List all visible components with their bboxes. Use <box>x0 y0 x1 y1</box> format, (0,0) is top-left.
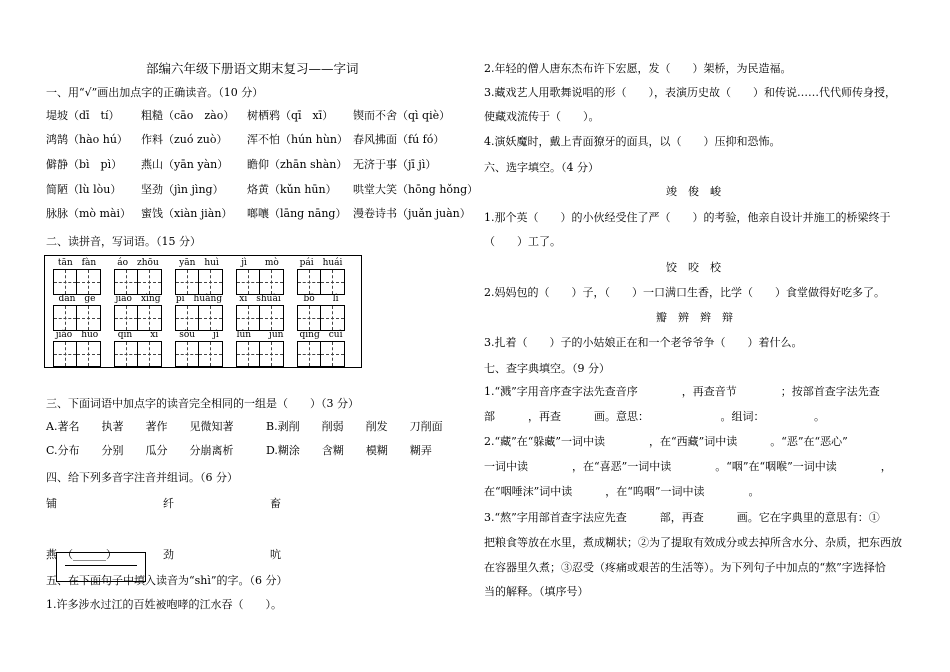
pinyin-word <box>53 330 101 366</box>
writing-cell[interactable] <box>260 270 283 294</box>
polyphone-char: 纤 <box>163 497 174 510</box>
pronunciation-item[interactable]: 燕山（yān yàn） <box>141 158 229 171</box>
writing-cell[interactable] <box>260 306 283 330</box>
writing-cells[interactable] <box>297 305 345 331</box>
writing-cell[interactable] <box>115 270 138 294</box>
question-line: 3.藏戏艺人用歌舞说唱的形（ ），表演历史故（ ）和传说……代代师传身授， <box>484 86 896 99</box>
pinyin-label: sǒu jì <box>179 330 219 340</box>
question-line: 在“咽唾沫”词中读 ，在“呜咽”一词中读 。 <box>484 485 760 498</box>
pinyin-word <box>236 294 284 330</box>
writing-cells[interactable] <box>297 269 345 295</box>
pronunciation-item[interactable]: 春风拂面（fú fó） <box>353 133 445 146</box>
writing-cell[interactable] <box>176 306 199 330</box>
section-2-heading: 二、读拼音，写词语。（15 分） <box>46 235 201 248</box>
polyphone-char: 劲 <box>163 548 174 561</box>
writing-cell[interactable] <box>115 342 138 366</box>
polyphone-char: 吭 <box>270 548 281 561</box>
writing-cell[interactable] <box>321 342 344 366</box>
pronunciation-item[interactable]: 粗糙（cāo zào） <box>141 109 235 122</box>
writing-cells[interactable] <box>297 341 345 367</box>
pronunciation-item[interactable]: 哄堂大笑（hōng hǒng） <box>353 183 479 196</box>
option-row: D.糊涂 含糊 模糊 糊弄 <box>266 444 432 457</box>
question-line: 部 ，再查 画。意思： 。组词： 。 <box>484 410 825 423</box>
pinyin-label: xī shuài <box>239 294 281 304</box>
section-1-heading: 一、用“√”画出加点字的正确读音。（10 分） <box>46 86 264 99</box>
pinyin-label: dān ge <box>58 294 96 304</box>
question-line: 1.“溅”字用音序查字法先查音序 ，再查音节 ；按部首查字法先查 <box>484 385 880 398</box>
writing-cell[interactable] <box>138 342 161 366</box>
pinyin-word <box>236 258 284 294</box>
writing-cell[interactable] <box>115 306 138 330</box>
writing-cells[interactable] <box>236 341 284 367</box>
pinyin-word <box>175 294 223 330</box>
pinyin-word <box>236 330 284 366</box>
pronunciation-item[interactable]: 浑不怕（hún hùn） <box>247 133 349 146</box>
writing-cell[interactable] <box>199 270 222 294</box>
answer-blank[interactable]: （______） <box>62 548 117 561</box>
writing-cell[interactable] <box>298 306 321 330</box>
writing-cell[interactable] <box>199 342 222 366</box>
question-line: 2.年轻的僧人唐东杰布许下宏愿，发（ ）架桥，为民造福。 <box>484 62 792 75</box>
section-4-heading: 四、给下列多音字注音并组词。（6 分） <box>46 471 238 484</box>
writing-cell[interactable] <box>54 306 77 330</box>
pronunciation-item[interactable]: 僻静（bì pì） <box>46 158 123 171</box>
pronunciation-item[interactable]: 锲而不舍（qì qiè） <box>353 109 451 122</box>
pinyin-label: yān huì <box>179 258 219 268</box>
question-line: 3.扎着（ ）子的小姑娘正在和一个老爷爷争（ ）着什么。 <box>484 336 803 349</box>
writing-cell[interactable] <box>77 342 100 366</box>
writing-cell[interactable] <box>138 270 161 294</box>
section-5-heading: 五、在下面句子中填入读音为“shì”的字。（6 分） <box>46 574 288 587</box>
pinyin-label: pái huái <box>299 258 343 268</box>
writing-cell[interactable] <box>321 306 344 330</box>
pronunciation-item[interactable]: 作料（zuó zuò） <box>141 133 228 146</box>
writing-cells[interactable] <box>175 305 223 331</box>
question-line: 3.“熬”字用部首查字法应先查 部，再查 画。它在字典里的意思有：① <box>484 511 880 524</box>
writing-cell[interactable] <box>260 342 283 366</box>
pronunciation-item[interactable]: 堤坡（dī tí） <box>46 109 120 122</box>
pronunciation-item[interactable]: 无济于事（jī jì） <box>353 158 437 171</box>
section-6-heading: 六、选字填空。（4 分） <box>484 161 599 174</box>
option-row: C.分布 分别 瓜分 分崩离析 <box>46 444 234 457</box>
pronunciation-item[interactable]: 鸿鹄（hào hú） <box>46 133 128 146</box>
pronunciation-item[interactable]: 啷嚷（lāng nāng） <box>247 207 347 220</box>
writing-cell[interactable] <box>54 342 77 366</box>
pinyin-label: pī huàng <box>175 294 223 304</box>
writing-cell[interactable] <box>54 270 77 294</box>
char-group: 瓣 辨 辫 辩 <box>656 311 733 324</box>
writing-cell[interactable] <box>321 270 344 294</box>
writing-cell[interactable] <box>237 270 260 294</box>
question-line: 2.妈妈包的（ ）子，（ ）一口满口生香，比学（ ）食堂做得好吃多了。 <box>484 286 885 299</box>
writing-cell[interactable] <box>176 270 199 294</box>
pinyin-label: jiāo xìng <box>115 294 161 304</box>
writing-cell[interactable] <box>138 306 161 330</box>
pinyin-word <box>114 258 162 294</box>
writing-cells[interactable] <box>236 305 284 331</box>
writing-cells[interactable] <box>114 341 162 367</box>
question-line: 一词中读 ，在“喜恶”一词中读 。“咽”在“咽喉”一词中读 ， <box>484 460 892 473</box>
pinyin-label: áo zhōu <box>117 258 159 268</box>
pronunciation-item[interactable]: 简陋（lù lòu） <box>46 183 122 196</box>
pinyin-label: jì mò <box>241 258 279 268</box>
pinyin-word <box>53 294 101 330</box>
pronunciation-item[interactable]: 脉脉（mò mài） <box>46 207 132 220</box>
option-row: A.著名 执著 著作 见微知著 <box>46 420 234 433</box>
pinyin-label: qīn xī <box>117 330 159 340</box>
question-line: （ ）工了。 <box>484 235 561 248</box>
writing-cell[interactable] <box>298 270 321 294</box>
writing-cells[interactable] <box>114 269 162 295</box>
writing-cell[interactable] <box>199 306 222 330</box>
polyphone-char: 铺 <box>46 497 57 510</box>
polyphone-char: 畜 <box>270 497 281 510</box>
pinyin-label: tān fàn <box>57 258 97 268</box>
question-line: 1.那个英（ ）的小伙经受住了严（ ）的考验，他亲自设计并施工的桥梁终于 <box>484 211 891 224</box>
writing-cells[interactable] <box>114 305 162 331</box>
pinyin-word <box>297 294 345 330</box>
pronunciation-item[interactable]: 坚劲（jìn jìng） <box>141 183 224 196</box>
question-line: 把粮食等放在水里，煮成糊状；②为了提取有效成分或去掉所含水分、杂质，把东西放 <box>484 536 902 549</box>
pronunciation-item[interactable]: 蜜饯（xiàn jiàn） <box>141 207 233 220</box>
page-title: 部编六年级下册语文期末复习——字词 <box>146 61 359 76</box>
char-group: 竣 俊 峻 <box>666 185 721 198</box>
writing-cells[interactable] <box>53 305 101 331</box>
pinyin-word <box>297 258 345 294</box>
writing-cells[interactable] <box>175 269 223 295</box>
writing-cells[interactable] <box>175 341 223 367</box>
pronunciation-item[interactable]: 烙黄（kǔn hūn） <box>247 183 337 196</box>
question-line: 1.许多涉水过江的百姓被咆哮的江水吞（ ）。 <box>46 598 282 611</box>
writing-cell[interactable] <box>77 306 100 330</box>
pinyin-word <box>53 258 101 294</box>
writing-cells[interactable] <box>53 269 101 295</box>
pinyin-word <box>297 330 345 366</box>
question-line: 4.演妖魔时，戴上青面獠牙的面具，以（ ）压抑和恐怖。 <box>484 135 781 148</box>
pronunciation-item[interactable]: 树栖鸦（qī xī） <box>247 109 334 122</box>
question-line: 使藏戏流传于（ ）。 <box>484 110 600 123</box>
writing-cell[interactable] <box>237 342 260 366</box>
question-line: 2.“藏”在“躲藏”一词中读 ，在“西藏”词中读 。“恶”在“恶心” <box>484 435 848 448</box>
writing-cell[interactable] <box>237 306 260 330</box>
section-3-heading: 三、下面词语中加点字的读音完全相同的一组是（ ）（3 分） <box>46 397 359 410</box>
writing-cells[interactable] <box>53 341 101 367</box>
pinyin-label: lún jūn <box>236 330 284 340</box>
pinyin-word <box>175 330 223 366</box>
pinyin-label: bǒ lì <box>303 294 339 304</box>
pinyin-word <box>114 330 162 366</box>
pronunciation-item[interactable]: 瞻仰（zhān shàn） <box>247 158 348 171</box>
char-group: 饺 咬 校 <box>666 261 721 274</box>
pinyin-word <box>114 294 162 330</box>
pinyin-word <box>175 258 223 294</box>
option-row: B.剥削 削弱 削发 刀削面 <box>266 420 443 433</box>
question-line: 在容器里久煮；③忍受（疼痛或艰苦的生活等）。为下列句子中加点的“熬”字选择恰 <box>484 561 886 574</box>
section-7-heading: 七、查字典填空。（9 分） <box>484 362 610 375</box>
pronunciation-item[interactable]: 漫卷诗书（juǎn juàn） <box>353 207 471 220</box>
writing-cell[interactable] <box>298 342 321 366</box>
pinyin-grid <box>44 255 362 368</box>
writing-cells[interactable] <box>236 269 284 295</box>
pinyin-label: qīng cuì <box>299 330 343 340</box>
question-line: 当的解释。（填序号） <box>484 585 589 598</box>
writing-cell[interactable] <box>77 270 100 294</box>
pinyin-label: jiǎo huo <box>55 330 99 340</box>
writing-cell[interactable] <box>176 342 199 366</box>
polyphone-char: 燕 <box>46 548 57 561</box>
